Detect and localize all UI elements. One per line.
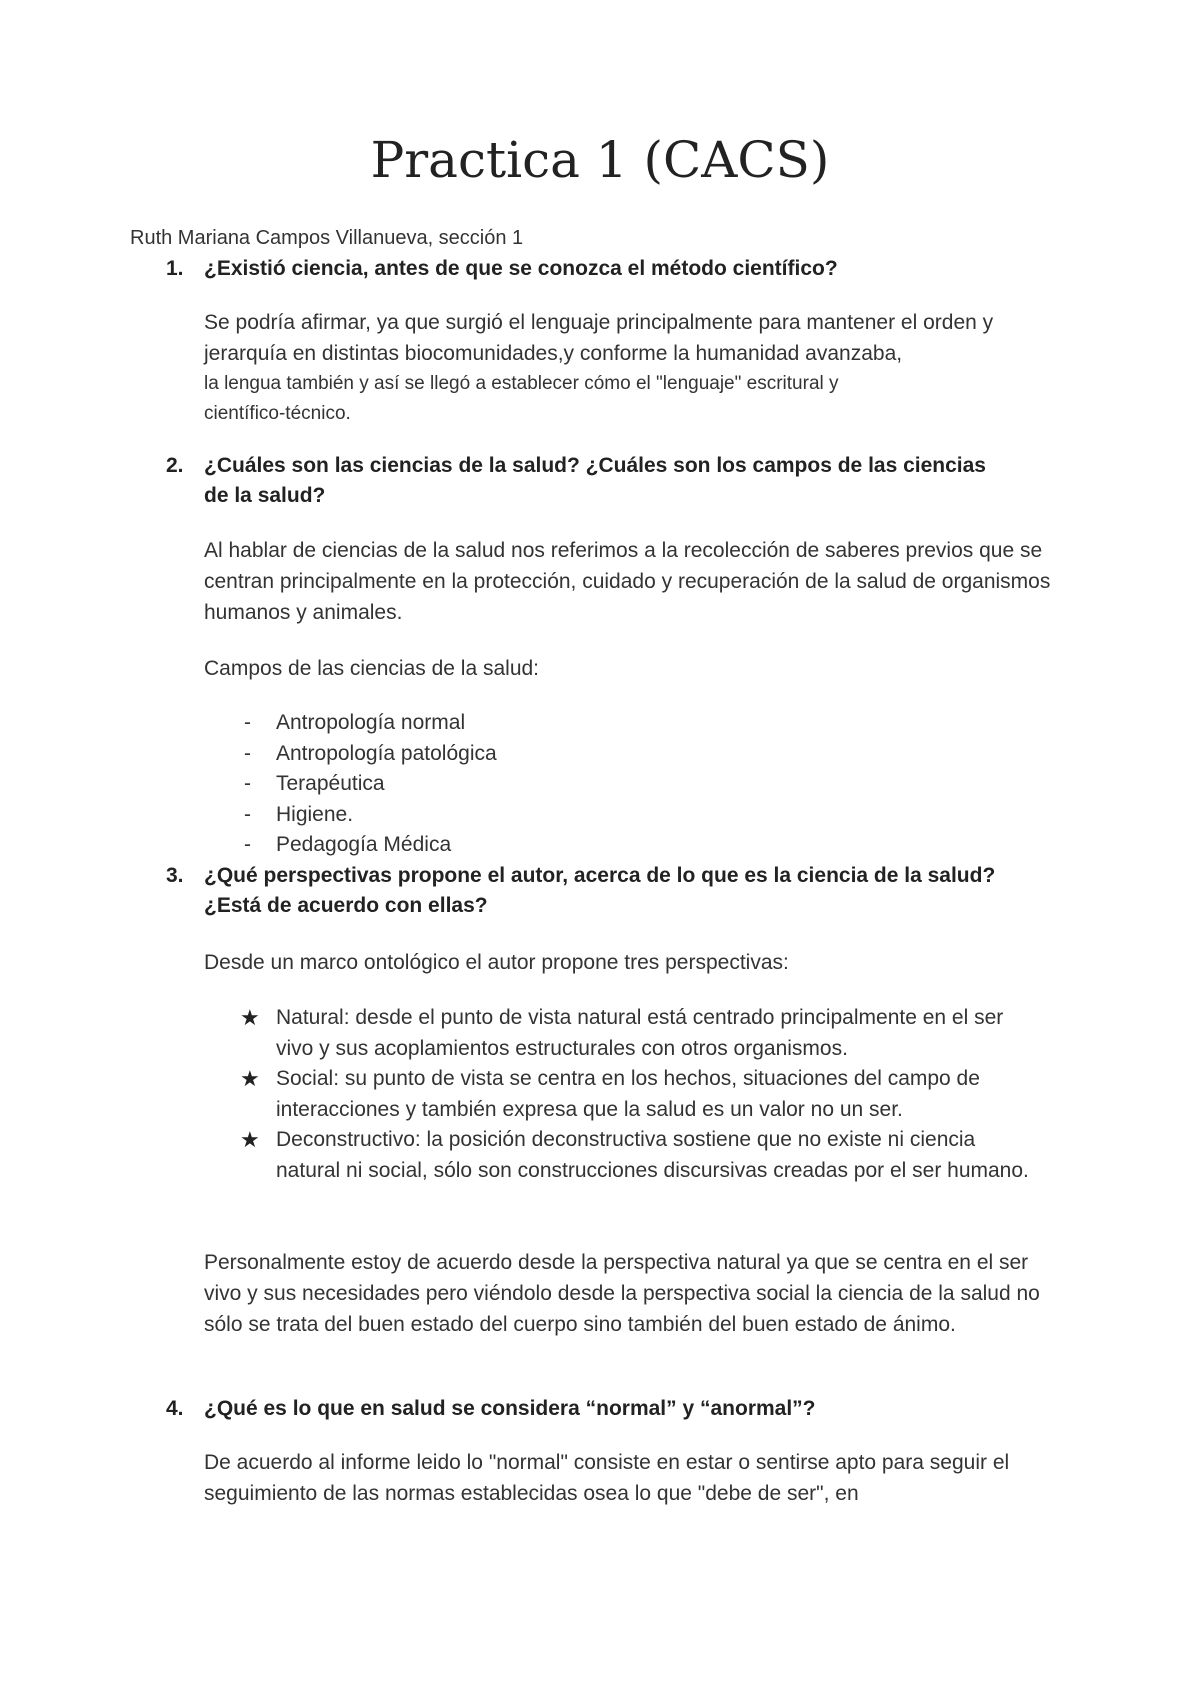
question-text: ¿Qué es lo que en salud se considera “normal” y “anormal”? — [204, 1397, 816, 1420]
opinion-paragraph: Personalmente estoy de acuerdo desde la perspectiva natural ya que se centra en el ser vivo y sus necesidades pero viéndolo desde la perspectiva social la ciencia de la salud no sólo se trata del buen estado del cuerpo sino también del buen estado de ánimo. — [204, 1251, 1040, 1336]
fields-heading: Campos de las ciencias de la salud: — [204, 657, 540, 680]
list-item: - Antropología patológica — [244, 739, 1084, 770]
question-1 — [166, 254, 1066, 284]
dash-marker: - — [244, 802, 251, 826]
question-number: 1. — [166, 257, 184, 280]
question-text: ¿Qué perspectivas propone el autor, acerca de lo que es la ciencia de la salud? ¿Está de acuerdo con ellas? — [204, 864, 996, 917]
list-item: - Antropología normal — [244, 708, 1084, 739]
answer-2-paragraph: Al hablar de ciencias de la salud nos referimos a la recolección de saberes previos que se centran principalmente en la protección, cuidado y recuperación de la salud de organismos humanos y animales. — [204, 539, 1051, 624]
question-3 — [166, 861, 1026, 921]
author-line: Ruth Mariana Campos Villanueva, sección 1 — [130, 227, 524, 249]
question-2 — [166, 451, 1026, 511]
question-number: 2. — [166, 454, 184, 477]
list-item: - Higiene. — [244, 800, 1084, 831]
question-number: 4. — [166, 1397, 184, 1420]
list-item: - Pedagogía Médica — [244, 830, 1084, 861]
dash-marker: - — [244, 833, 251, 856]
question-text: ¿Cuáles son las ciencias de la salud? ¿Cuáles son los campos de las ciencias de la salud? — [204, 454, 986, 507]
perspectives-intro: Desde un marco ontológico el autor propone tres perspectivas: — [204, 951, 789, 974]
question-4 — [166, 1394, 1066, 1424]
dash-marker: - — [244, 741, 251, 765]
fields-list — [244, 708, 1084, 861]
document-title: Practica 1 (CACS) — [370, 131, 830, 189]
answer-1-paragraph: Se podría afirmar, ya que surgió el lenguaje principalmente para mantener el orden y jerarquía en distintas biocomunidades,y conforme la humanidad avanzaba, — [204, 311, 994, 365]
question-number: 3. — [166, 864, 184, 887]
star-icon: ★ — [240, 1127, 260, 1152]
list-item: ★ Natural: desde el punto de vista natural está centrado principalmente en el ser vivo y sus acoplamientos estructurales con otros organismos. — [240, 1005, 1004, 1060]
question-text: ¿Existió ciencia, antes de que se conozca el método científico? — [204, 257, 838, 280]
dash-marker: - — [244, 711, 251, 734]
answer-1-paragraph-continued: la lengua también y así se llegó a establecer cómo el "lenguaje" escritural y científico-técnico. — [204, 373, 839, 424]
answer-4-paragraph: De acuerdo al informe leido lo "normal" consiste en estar o sentirse apto para seguir el seguimiento de las normas establecidas osea lo que "debe de ser", en — [204, 1451, 1010, 1505]
star-icon: ★ — [240, 1005, 260, 1030]
list-item: ★ Social: su punto de vista se centra en los hechos, situaciones del campo de interacciones y también expresa que la salud es un valor no un ser. — [240, 1066, 980, 1121]
perspectives-list — [240, 1003, 1044, 1186]
list-item: ★ Deconstructivo: la posición deconstructiva sostiene que no existe ni ciencia natural ni social, sólo son construcciones discursivas creadas por el ser humano. — [240, 1127, 1029, 1182]
star-icon: ★ — [240, 1066, 260, 1091]
dash-marker: - — [244, 772, 251, 795]
list-item: - Terapéutica — [244, 769, 1084, 800]
